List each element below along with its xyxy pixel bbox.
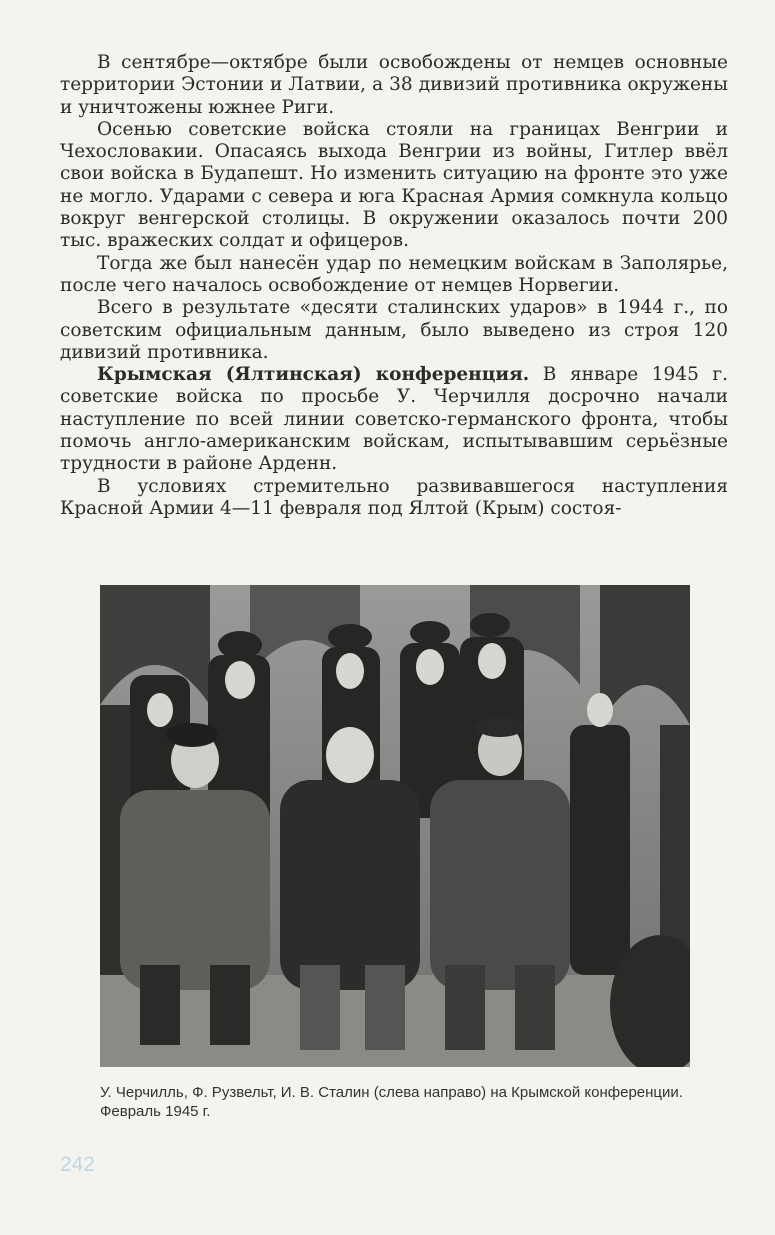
paragraph-2: Осенью советские войска стояли на границах Венгрии и Чехословакии. Опасаясь выхода Венгрии из войны, Гитлер ввёл свои войска в Будапешт. Но изменить ситуацию на фронте это уже не могло. Ударами с севера и юга Красная Армия сомкнула кольцо вокруг венгерской столицы. В окружении оказалось почти 200 тыс. вражеских солдат и офицеров. <box>60 118 728 252</box>
paragraph-6: В условиях стремительно развивавшегося наступления Красной Армии 4—11 февраля под Ялтой (Крым) состоя- <box>60 475 728 519</box>
historical-photo <box>100 585 690 1067</box>
page-number: 242 <box>60 1153 96 1176</box>
paragraph-4: Всего в результате «десяти сталинских ударов» в 1944 г., по советским официальным данным, было выведено из строя 120 дивизий противника. <box>60 297 728 363</box>
body-text <box>60 52 728 520</box>
photo-caption: У. Черчилль, Ф. Рузвельт, И. В. Сталин (слева направо) на Крымской конференции. Февраль 1945 г. <box>100 1084 683 1120</box>
paragraph-5 <box>60 364 728 475</box>
photo-illustration <box>100 585 690 1067</box>
paragraph-5-text: В январе 1945 г. советские войска по просьбе У. Черчилля досрочно начали наступление по всей линии советско-германского фронта, чтобы помочь англо-американским войскам, испытывавшим серьёзные трудности в районе Арденн. <box>60 364 728 475</box>
paragraph-3: Тогда же был нанесён удар по немецким войскам в Заполярье, после чего началось освобождение от немцев Норвегии. <box>60 252 728 296</box>
section-heading: Крымская (Ялтинская) конференция. <box>97 364 530 386</box>
paragraph-1: В сентябре—октябре были освобождены от немцев основные территории Эстонии и Латвии, а 38 дивизий противника окружены и уничтожены южнее Риги. <box>60 52 728 118</box>
